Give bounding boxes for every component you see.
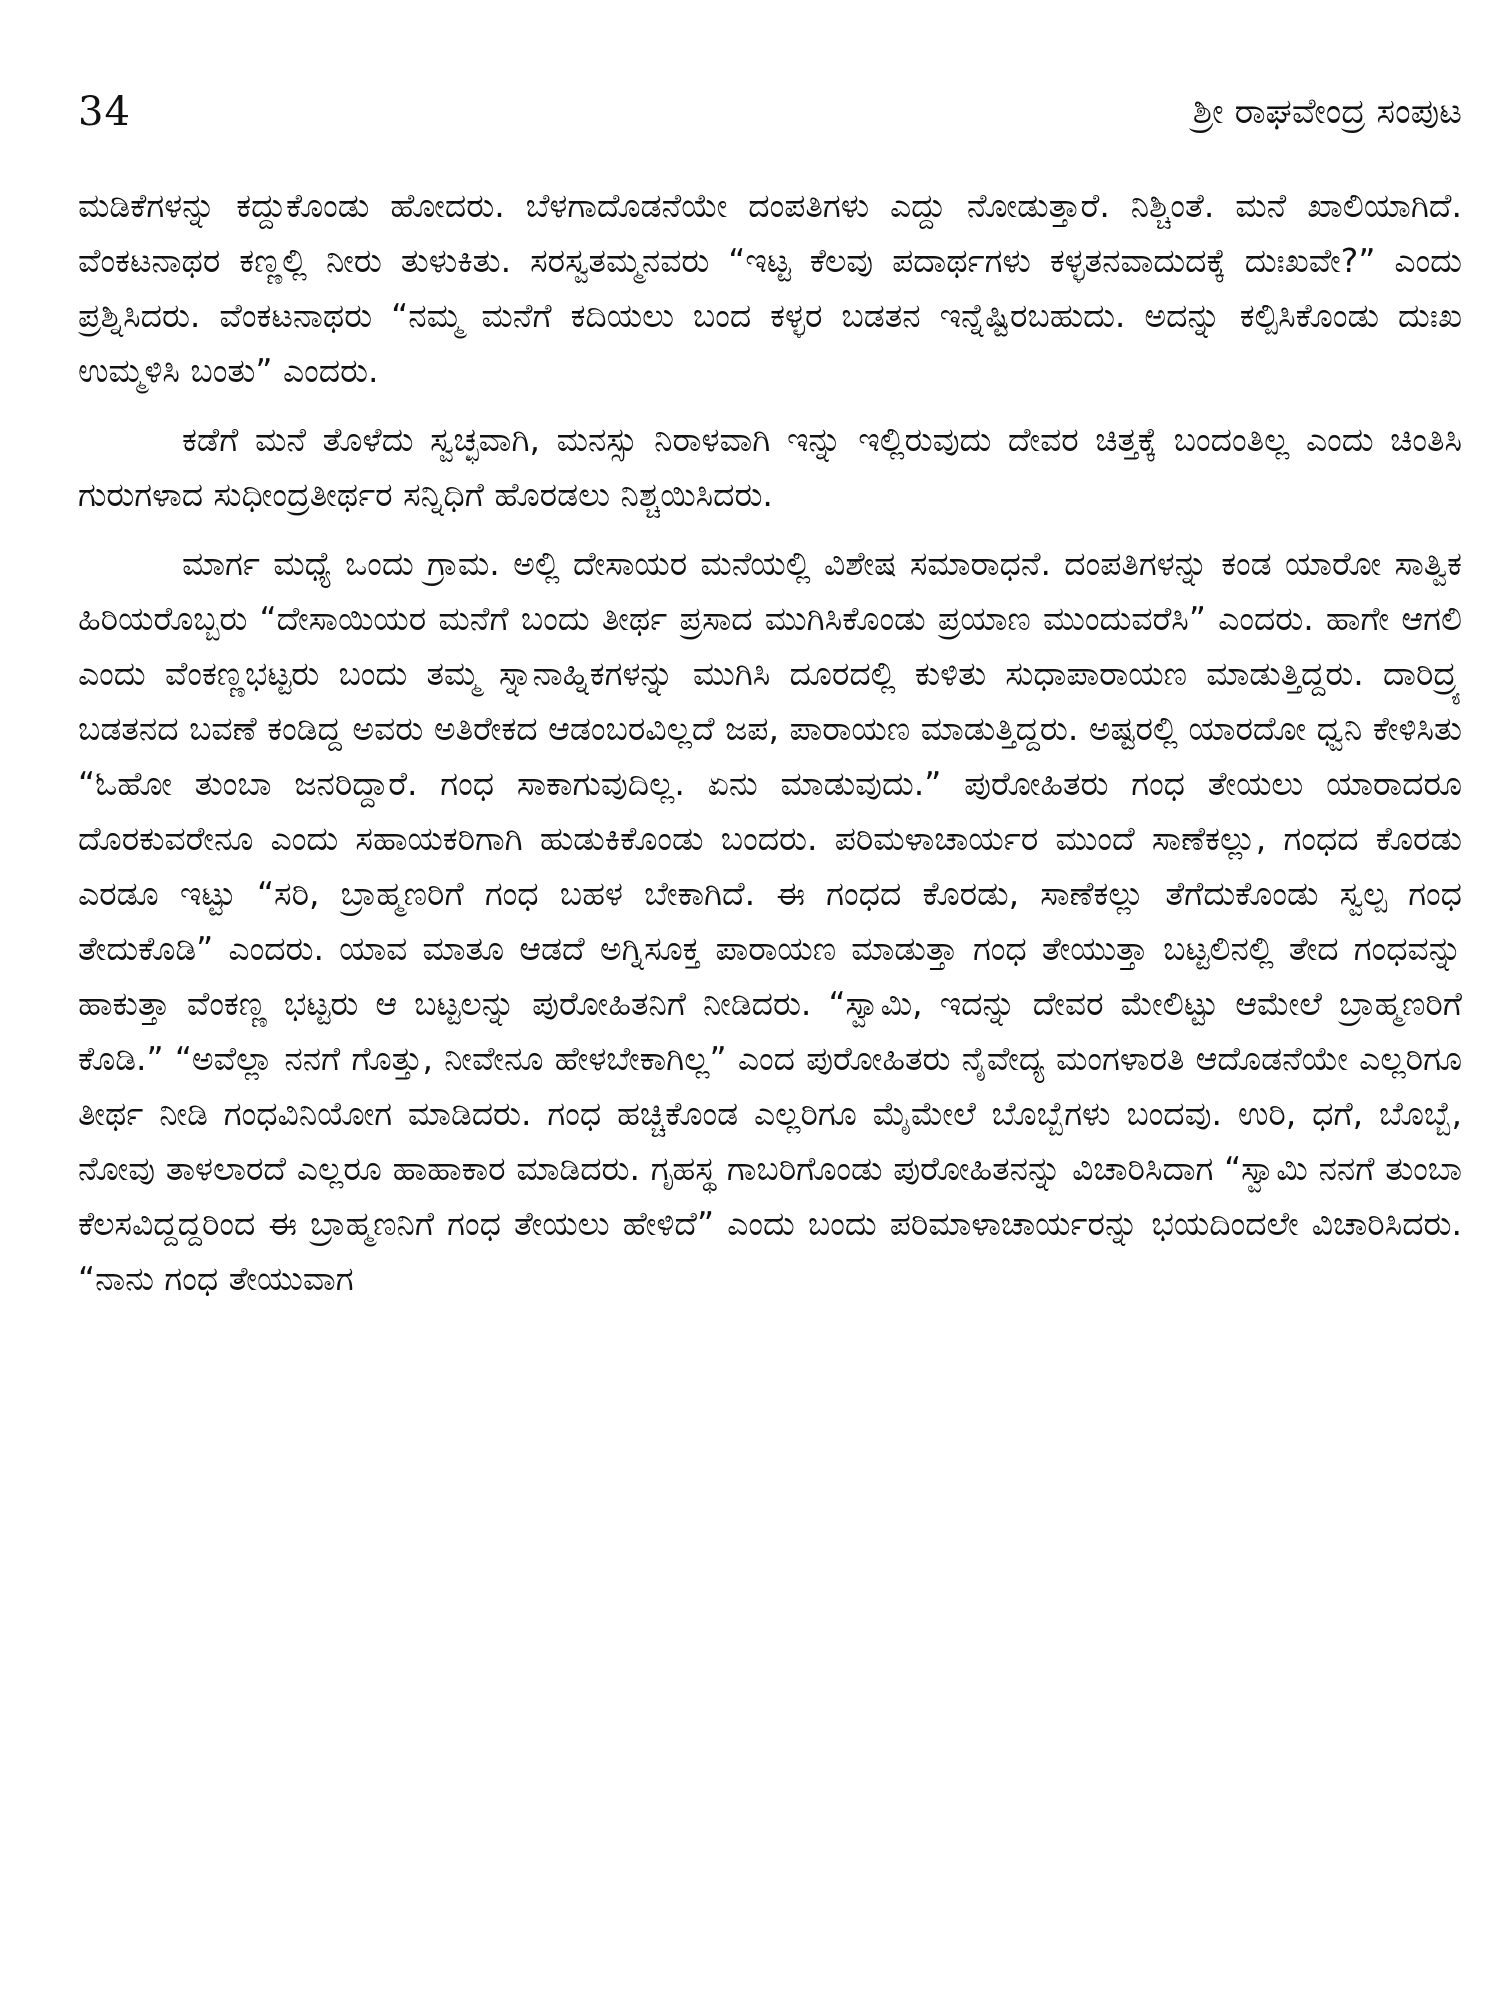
paragraph: ಕಡೆಗೆ ಮನೆ ತೊಳೆದು ಸ್ವಚ್ಛವಾಗಿ, ಮನಸ್ಸು ನಿರಾಳವಾಗಿ ಇನ್ನು ಇಲ್ಲಿರುವುದು ದೇವರ ಚಿತ್ತಕ್ಕೆ ಬಂದಂತಿಲ್ಲ ಎಂದು ಚಿಂತಿಸಿ ಗುರುಗಳಾದ ಸುಧೀಂದ್ರತೀರ್ಥರ ಸನ್ನಿಧಿಗೆ ಹೊರಡಲು ನಿಶ್ಚಯಿಸಿದರು. — [78, 420, 1462, 514]
running-title: ಶ್ರೀ ರಾಘವೇಂದ್ರ ಸಂಪುಟ — [1192, 92, 1462, 132]
page-number: 34 — [78, 89, 131, 135]
page-header — [78, 82, 1462, 142]
body-text — [78, 178, 1462, 1306]
paragraph: ಮಡಿಕೆಗಳನ್ನು ಕದ್ದುಕೊಂಡು ಹೋದರು. ಬೆಳಗಾದೊಡನೆಯೇ ದಂಪತಿಗಳು ಎದ್ದು ನೋಡುತ್ತಾರೆ. ನಿಶ್ಚಿಂತೆ. ಮನೆ ಖಾಲಿಯಾಗಿದೆ. ವೆಂಕಟನಾಥರ ಕಣ್ಣಲ್ಲಿ ನೀರು ತುಳುಕಿತು. ಸರಸ್ವತಮ್ಮನವರು “ಇಟ್ಟ ಕೆಲವು ಪದಾರ್ಥಗಳು ಕಳ್ಳತನವಾದುದಕ್ಕೆ ದುಃಖವೇ?” ಎಂದು ಪ್ರಶ್ನಿಸಿದರು. ವೆಂಕಟನಾಥರು “ನಮ್ಮ ಮನೆಗೆ ಕದಿಯಲು ಬಂದ ಕಳ್ಳರ ಬಡತನ ಇನ್ನೆಷ್ಟಿರಬಹುದು. ಅದನ್ನು ಕಲ್ಪಿಸಿಕೊಂಡು ದುಃಖ ಉಮ್ಮಳಿಸಿ ಬಂತು” ಎಂದರು. — [78, 186, 1462, 390]
paragraph: ಮಾರ್ಗ ಮಧ್ಯೆ ಒಂದು ಗ್ರಾಮ. ಅಲ್ಲಿ ದೇಸಾಯರ ಮನೆಯಲ್ಲಿ ವಿಶೇಷ ಸಮಾರಾಧನೆ. ದಂಪತಿಗಳನ್ನು ಕಂಡ ಯಾರೋ ಸಾತ್ವಿಕ ಹಿರಿಯರೊಬ್ಬರು “ದೇಸಾಯಿಯರ ಮನೆಗೆ ಬಂದು ತೀರ್ಥ ಪ್ರಸಾದ ಮುಗಿಸಿಕೊಂಡು ಪ್ರಯಾಣ ಮುಂದುವರೆಸಿ” ಎಂದರು. ಹಾಗೇ ಆಗಲಿ ಎಂದು ವೆಂಕಣ್ಣಭಟ್ಟರು ಬಂದು ತಮ್ಮ ಸ್ನಾನಾಹ್ನಿಕಗಳನ್ನು ಮುಗಿಸಿ ದೂರದಲ್ಲಿ ಕುಳಿತು ಸುಧಾಪಾರಾಯಣ ಮಾಡುತ್ತಿದ್ದರು. ದಾರಿದ್ರ್ಯ ಬಡತನದ ಬವಣೆ ಕಂಡಿದ್ದ ಅವರು ಅತಿರೇಕದ ಆಡಂಬರವಿಲ್ಲದೆ ಜಪ, ಪಾರಾಯಣ ಮಾಡುತ್ತಿದ್ದರು. ಅಷ್ಟರಲ್ಲಿ ಯಾರದೋ ಧ್ವನಿ ಕೇಳಿಸಿತು “ಓಹೋ ತುಂಬಾ ಜನರಿದ್ದಾರೆ. ಗಂಧ ಸಾಕಾಗುವುದಿಲ್ಲ. ಏನು ಮಾಡುವುದು.” ಪುರೋಹಿತರು ಗಂಧ ತೇಯಲು ಯಾರಾದರೂ ದೊರಕುವರೇನೂ ಎಂದು ಸಹಾಯಕರಿಗಾಗಿ ಹುಡುಕಿಕೊಂಡು ಬಂದರು. ಪರಿಮಳಾಚಾರ್ಯರ ಮುಂದೆ ಸಾಣೆಕಲ್ಲು, ಗಂಧದ ಕೊರಡು ಎರಡೂ ಇಟ್ಟು “ಸರಿ, ಬ್ರಾಹ್ಮಣರಿಗೆ ಗಂಧ ಬಹಳ ಬೇಕಾಗಿದೆ. ಈ ಗಂಧದ ಕೊರಡು, ಸಾಣೆಕಲ್ಲು ತೆಗೆದುಕೊಂಡು ಸ್ವಲ್ಪ ಗಂಧ ತೇದುಕೊಡಿ” ಎಂದರು. ಯಾವ ಮಾತೂ ಆಡದೆ ಅಗ್ನಿಸೂಕ್ತ ಪಾರಾಯಣ ಮಾಡುತ್ತಾ ಗಂಧ ತೇಯುತ್ತಾ ಬಟ್ಟಲಿನಲ್ಲಿ ತೇದ ಗಂಧವನ್ನು ಹಾಕುತ್ತಾ ವೆಂಕಣ್ಣ ಭಟ್ಟರು ಆ ಬಟ್ಟಲನ್ನು ಪುರೋಹಿತನಿಗೆ ನೀಡಿದರು. “ಸ್ವಾಮಿ, ಇದನ್ನು ದೇವರ ಮೇಲಿಟ್ಟು ಆಮೇಲೆ ಬ್ರಾಹ್ಮಣರಿಗೆ ಕೊಡಿ.” “ಅವೆಲ್ಲಾ ನನಗೆ ಗೊತ್ತು, ನೀವೇನೂ ಹೇಳಬೇಕಾಗಿಲ್ಲ” ಎಂದ ಪುರೋಹಿತರು ನೈವೇದ್ಯ ಮಂಗಳಾರತಿ ಆದೊಡನೆಯೇ ಎಲ್ಲರಿಗೂ ತೀರ್ಥ ನೀಡಿ ಗಂಧವಿನಿಯೋಗ ಮಾಡಿದರು. ಗಂಧ ಹಚ್ಚಿಕೊಂಡ ಎಲ್ಲರಿಗೂ ಮೈಮೇಲೆ ಬೊಬ್ಬೆಗಳು ಬಂದವು. ಉರಿ, ಧಗೆ, ಬೊಬ್ಬೆ, ನೋವು ತಾಳಲಾರದೆ ಎಲ್ಲರೂ ಹಾಹಾಕಾರ ಮಾಡಿದರು. ಗೃಹಸ್ಥ ಗಾಬರಿಗೊಂಡು ಪುರೋಹಿತನನ್ನು ವಿಚಾರಿಸಿದಾಗ “ಸ್ವಾಮಿ ನನಗೆ ತುಂಬಾ ಕೆಲಸವಿದ್ದದ್ದರಿಂದ ಈ ಬ್ರಾಹ್ಮಣನಿಗೆ ಗಂಧ ತೇಯಲು ಹೇಳಿದೆ” ಎಂದು ಬಂದು ಪರಿಮಾಳಾಚಾರ್ಯರನ್ನು ಭಯದಿಂದಲೇ ವಿಚಾರಿಸಿದರು. “ನಾನು ಗಂಧ ತೇಯುವಾಗ — [78, 544, 1462, 1298]
